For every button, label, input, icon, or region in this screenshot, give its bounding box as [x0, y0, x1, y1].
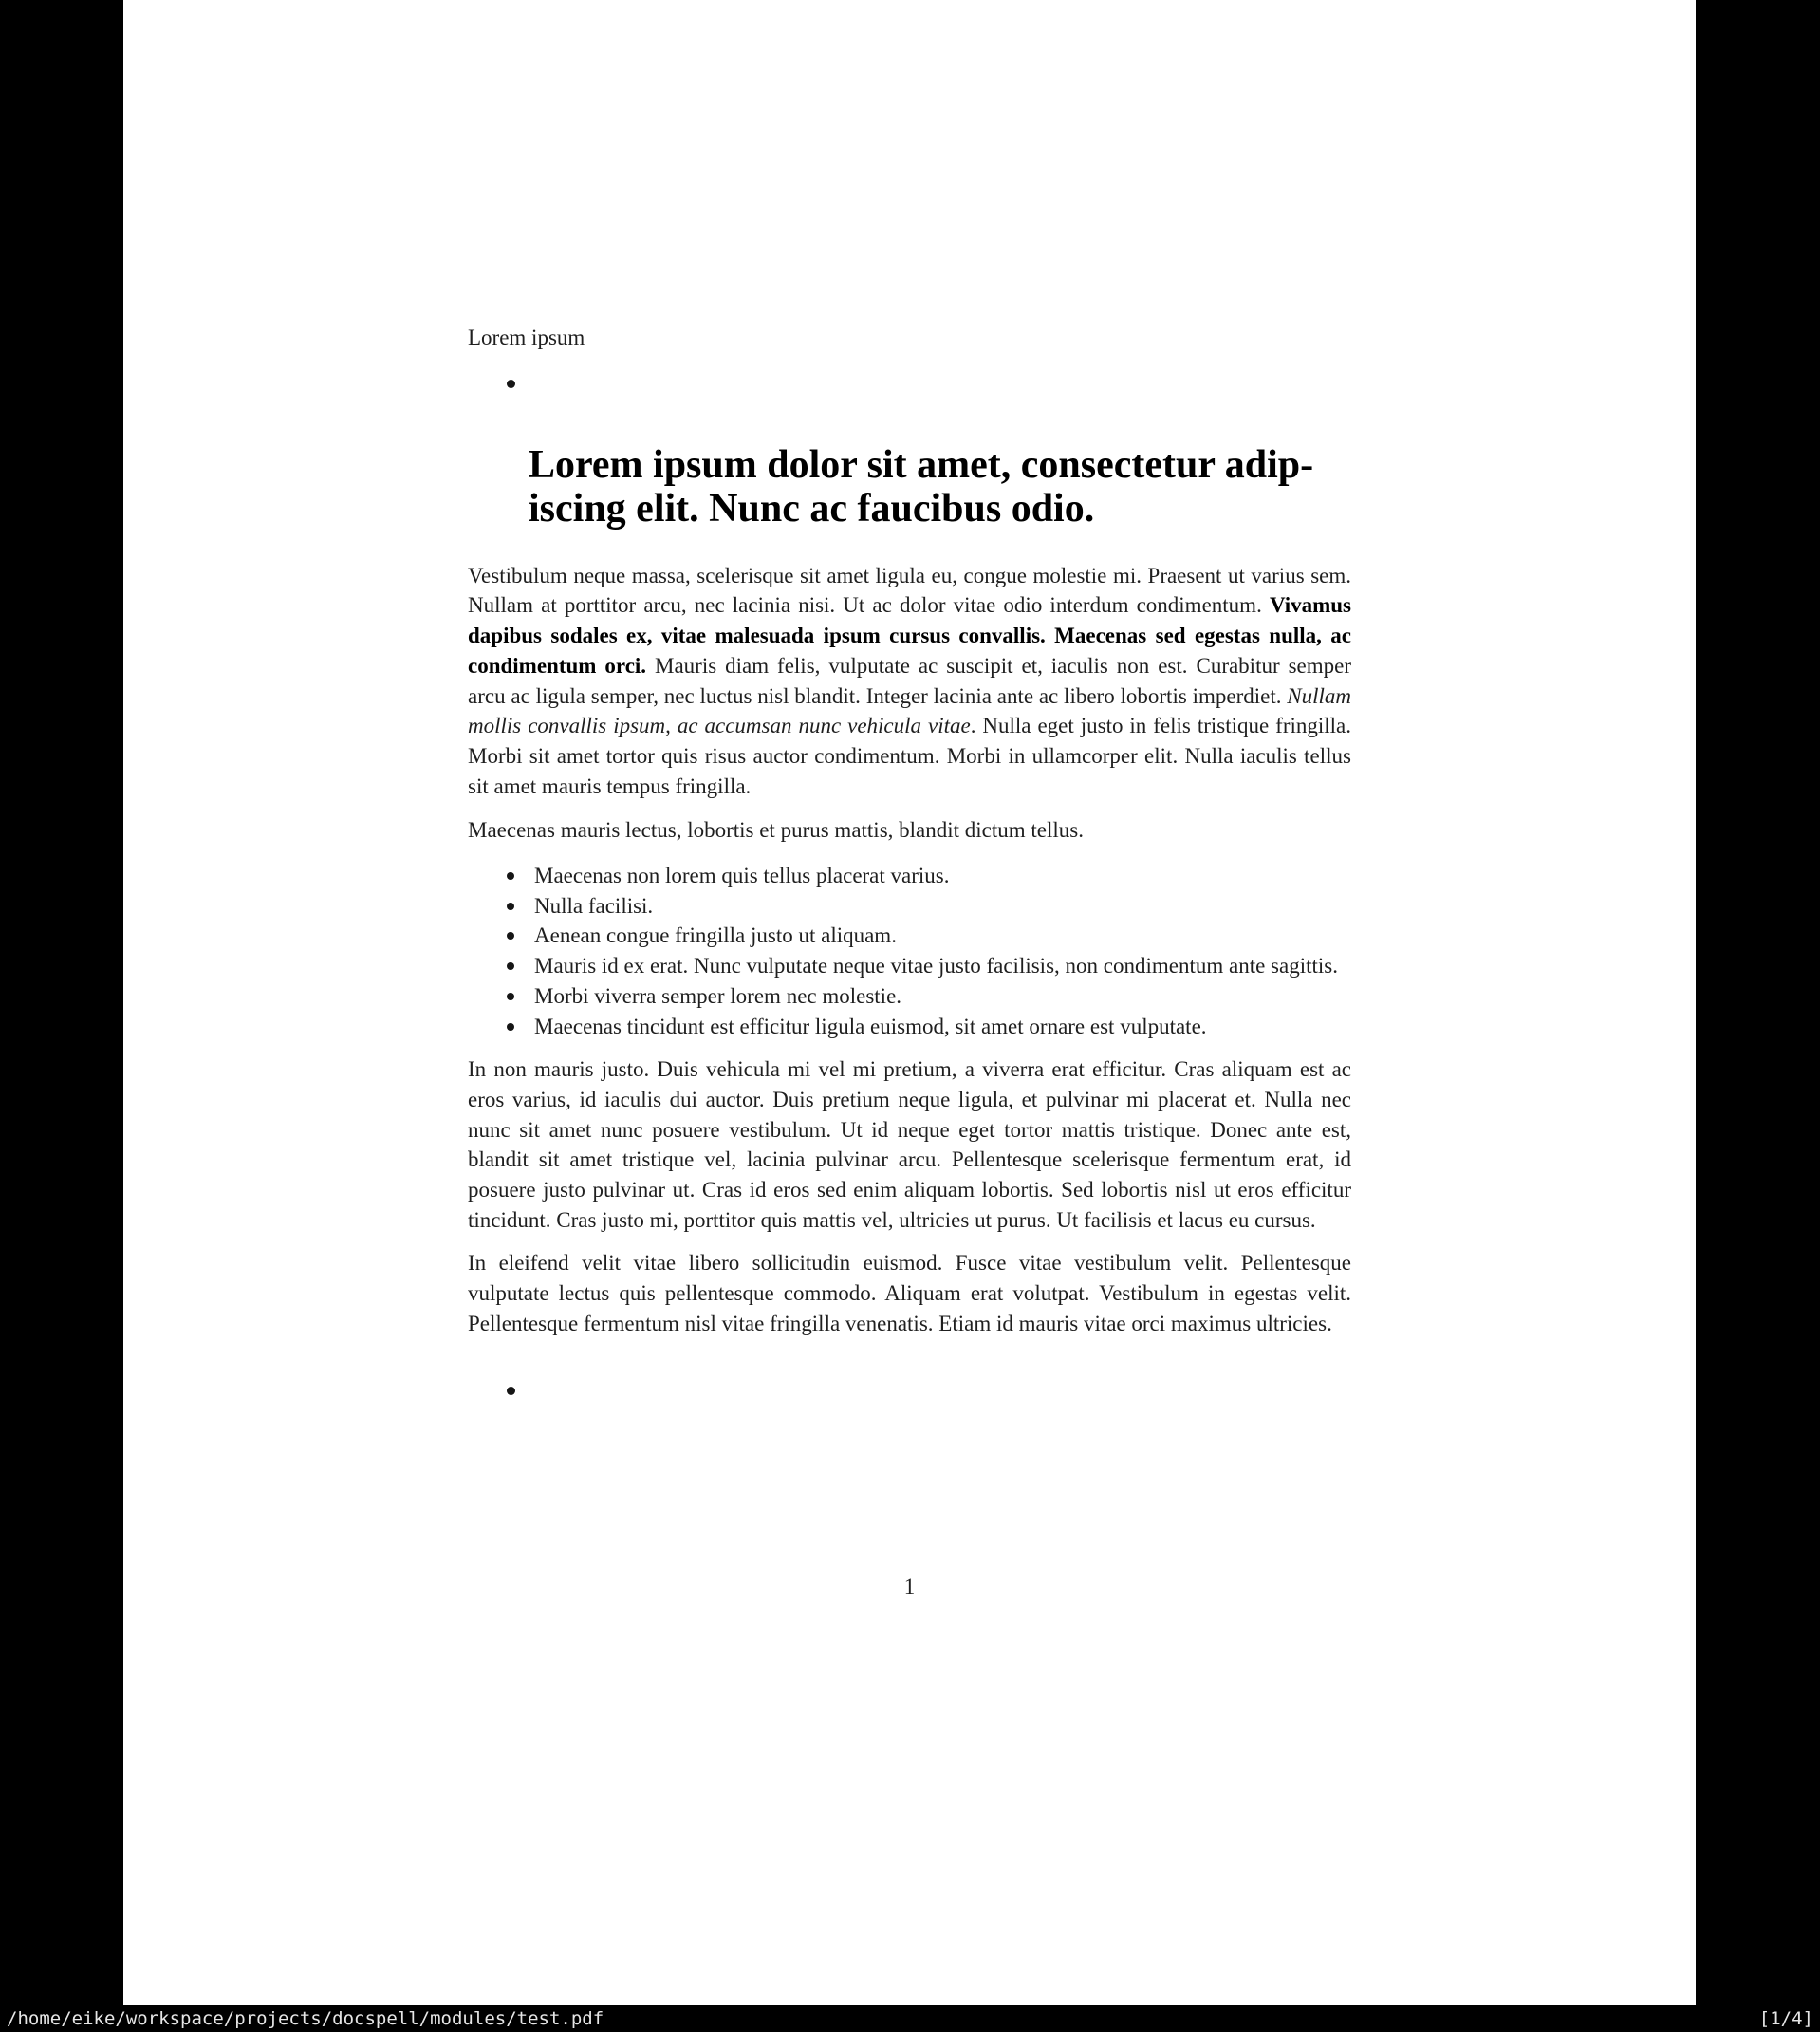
paragraph-4: In eleifend velit vitae libero sollicitudin euismod. Fusce vitae vestibulum velit. Pellentesque vulputate lectus quis pellentesque commodo. Aliquam erat volutpat. Vestibulum in egestas velit. Pellentesque fermentum nisl vitae fringilla venenatis. Etiam id mauris vitae orci maximus ultricies.: [468, 1251, 1351, 1335]
statusbar-file-path: /home/eike/workspace/projects/docspell/modules/test.pdf: [7, 2008, 604, 2029]
paragraph-3: In non mauris justo. Duis vehicula mi vel mi pretium, a viverra erat efficitur. Cras aliquam est ac eros varius, id iaculis dui auctor. Duis pretium neque ligula, et pulvinar mi placerat et. Nulla nec nunc sit amet nunc posuere vestibulum. Ut id neque eget tortor mattis tristique. Donec ante est, blandit sit amet tristique vel, lacinia pulvinar arcu. Pellentesque scelerisque fermentum erat, id posuere justo pulvinar ut. Cras id eros sed enim aliquam lobortis. Sed lobortis nisl ut eros efficitur tincidunt. Cras justo mi, porttitor quis mattis vel, ultricies ut purus. Ut facilisis et lacus eu cursus.: [468, 1057, 1351, 1232]
intro-text: Lorem ipsum: [468, 326, 585, 349]
section-heading: [529, 443, 1351, 531]
text-segment-normal: Vestibulum neque massa, scelerisque sit amet ligula eu, congue molestie mi. Praesent ut varius sem. Nullam at porttitor arcu, nec lacinia nisi. Ut ac dolor vitae odio interdum condimentum.: [468, 563, 1351, 618]
bullet-icon: [507, 380, 515, 388]
list-item: Aenean congue fringilla justo ut aliquam.: [534, 921, 1351, 951]
section-heading-line2: iscing elit. Nunc ac faucibus odio.: [529, 486, 1095, 531]
list-item: Maecenas non lorem quis tellus placerat varius.: [534, 861, 1351, 891]
bullet-icon: [507, 1387, 515, 1395]
document-content: [468, 0, 1351, 1601]
bullet-list: [468, 861, 1351, 1041]
section-heading-line1: Lorem ipsum dolor sit amet, consectetur adip-: [529, 442, 1314, 487]
text-segment-normal: Mauris diam felis, vulputate ac suscipit et, iaculis non est. Curabitur semper arcu ac ligula semper, nec luctus nisl blandit. Integer lacinia ante ac libero lobortis imperdiet.: [468, 653, 1351, 708]
list-item: Nulla facilisi.: [534, 891, 1351, 922]
statusbar-page-indicator: [1/4]: [1758, 2008, 1813, 2029]
text-segment-normal: . Nulla eget justo in felis tristique fringilla. Morbi sit amet tortor quis risus auctor condimentum. Morbi in ullamcorper elit. Nulla iaculis tellus sit amet mauris tempus fringilla.: [468, 714, 1351, 798]
statusbar: [0, 2005, 1820, 2032]
pdf-page[interactable]: [123, 0, 1696, 2005]
paragraph-1: [468, 561, 1351, 802]
list-item: Morbi viverra semper lorem nec molestie.: [534, 981, 1351, 1012]
text-segment-bold: Vivamus dapibus sodales ex, vitae malesuada ipsum cursus convallis. Maecenas sed egestas nulla, ac condimentum orci.: [468, 593, 1351, 678]
page-number: 1: [903, 1574, 916, 1598]
list-item: Maecenas tincidunt est efficitur ligula euismod, sit amet ornare est vulputate.: [534, 1012, 1351, 1042]
paragraph-2: Maecenas mauris lectus, lobortis et purus mattis, blandit dictum tellus.: [468, 818, 1084, 843]
list-item: Mauris id ex erat. Nunc vulputate neque vitae justo facilisis, non condimentum ante sagittis.: [534, 951, 1351, 981]
text-segment-italic: Nullam mollis convallis ipsum, ac accumsan nunc vehicula vitae: [468, 683, 1351, 738]
